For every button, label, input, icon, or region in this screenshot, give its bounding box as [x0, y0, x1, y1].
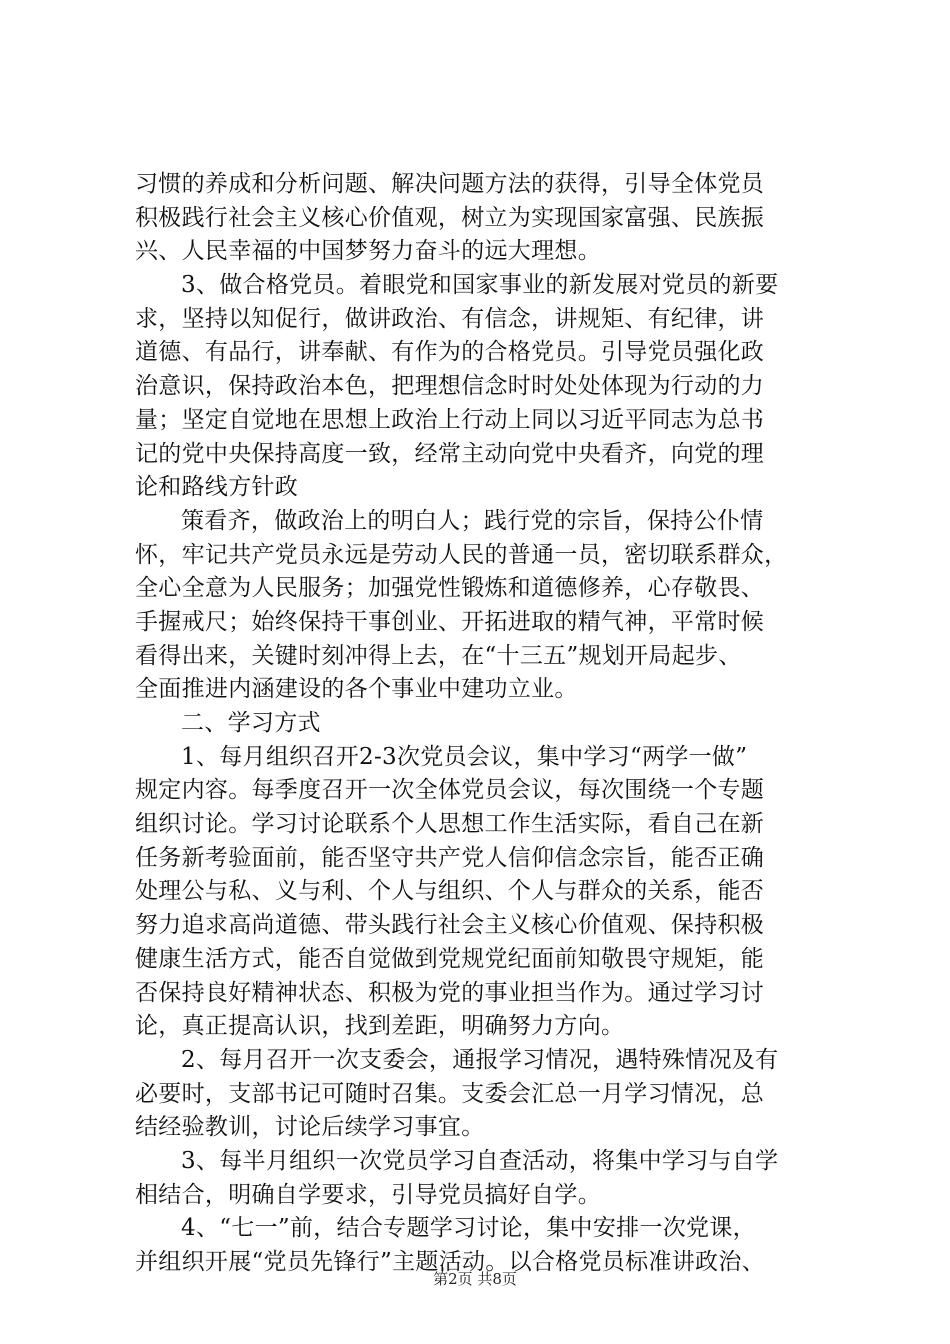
text-line: 记的党中央保持高度一致，经常主动向党中央看齐，向党的理	[135, 440, 765, 467]
text-line: 处理公与私、义与利、个人与组织、个人与群众的关系，能否	[135, 878, 765, 905]
text-line: 1、每月组织召开2-3次党员会议，集中学习“两学一做”	[181, 743, 748, 770]
text-line: 2、每月召开一次支委会，通报学习情况，遇特殊情况及有	[181, 1046, 779, 1073]
text-line: 全心全意为人民服务；加强党性锻炼和道德修养，心存敬畏、	[135, 575, 765, 602]
text-line: 兴、人民幸福的中国梦努力奋斗的远大理想。	[135, 238, 601, 265]
text-line: 全面推进内涵建设的各个事业中建功立业。	[135, 676, 578, 703]
text-line: 积极践行社会主义核心价值观，树立为实现国家富强、民族振	[135, 204, 765, 231]
text-line: 并组织开展“党员先锋行”主题活动。以合格党员标准讲政治、	[135, 1249, 765, 1275]
text-line: 3、做合格党员。着眼党和国家事业的新发展对党员的新要	[181, 272, 779, 299]
text-line: 规定内容。每季度召开一次全体党员会议，每次围绕一个专题	[135, 777, 765, 804]
text-line: 3、每半月组织一次党员学习自查活动，将集中学习与自学	[181, 1147, 779, 1174]
text-line: 习惯的养成和分析问题、解决问题方法的获得，引导全体党员	[135, 171, 765, 197]
text-line: 必要时，支部书记可随时召集。支委会汇总一月学习情况，总	[135, 1080, 765, 1107]
text-line: 努力追求高尚道德、带头践行社会主义核心价值观、保持积极	[135, 912, 765, 939]
text-line: 二、学习方式	[181, 710, 321, 736]
text-line: 4、“七一”前，结合专题学习讨论，集中安排一次党课，	[181, 1215, 756, 1242]
text-line: 求，坚持以知促行，做讲政治、有信念，讲规矩、有纪律，讲	[135, 305, 765, 332]
text-line: 健康生活方式，能否自觉做到党规党纪面前知敬畏守规矩，能	[135, 945, 765, 972]
text-line: 怀，牢记共产党员永远是劳动人民的普通一员，密切联系群众，	[135, 541, 788, 568]
text-line: 量；坚定自觉地在思想上政治上行动上同以习近平同志为总书	[135, 406, 765, 433]
text-line: 道德、有品行，讲奉献、有作为的合格党员。引导党员强化政	[135, 339, 765, 366]
document-body	[135, 168, 835, 1280]
text-line: 组织讨论。学习讨论联系个人思想工作生活实际，看自己在新	[135, 811, 765, 838]
text-line: 治意识，保持政治本色，把理想信念时时处处体现为行动的力	[135, 373, 765, 400]
text-line: 手握戒尺；始终保持干事创业、开拓进取的精气神，平常时候	[135, 608, 765, 635]
text-line: 看得出来，关键时刻冲得上去，在“十三五”规划开局起步、	[135, 642, 742, 669]
text-line: 否保持良好精神状态、积极为党的事业担当作为。通过学习讨	[135, 979, 765, 1006]
page-footer: 第2页 共8页	[433, 1270, 517, 1288]
text-line: 论和路线方针政	[135, 474, 299, 501]
text-line: 相结合，明确自学要求，引导党员搞好自学。	[135, 1181, 601, 1208]
text-line: 论，真正提高认识，找到差距，明确努力方向。	[135, 1013, 625, 1040]
text-line: 策看齐，做政治上的明白人；践行党的宗旨，保持公仆情	[181, 507, 764, 534]
text-line: 结经验教训，讨论后续学习事宜。	[135, 1114, 485, 1141]
text-line: 任务新考验面前，能否坚守共产党人信仰信念宗旨，能否正确	[135, 844, 765, 871]
